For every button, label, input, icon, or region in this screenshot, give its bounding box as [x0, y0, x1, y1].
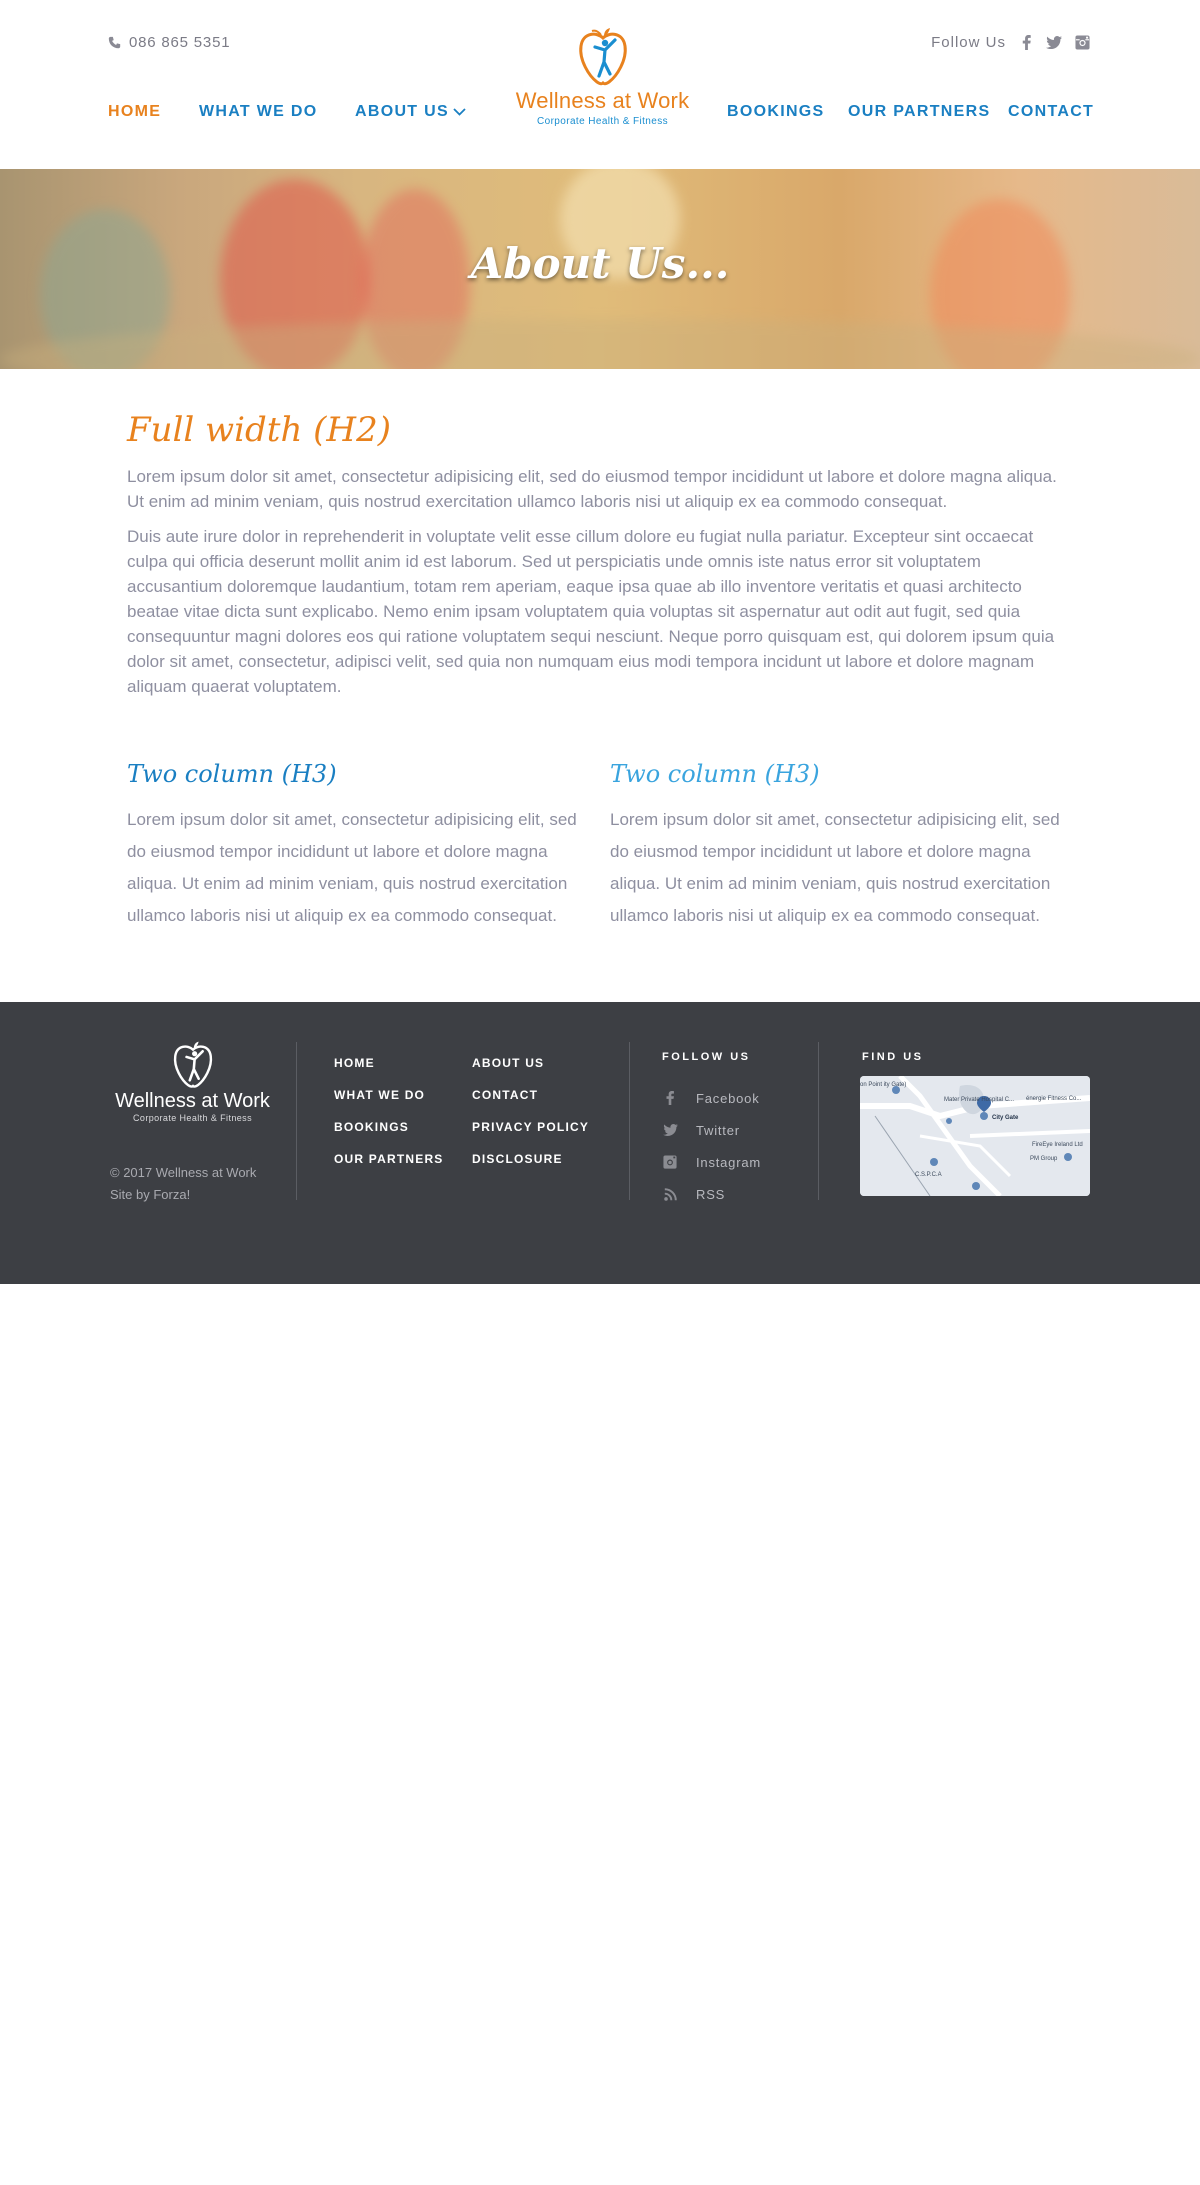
map-label: énergie Fitness Co...	[1026, 1096, 1082, 1102]
column-left-heading: Two column (H3)	[127, 760, 337, 788]
facebook-label: Facebook	[696, 1090, 760, 1106]
footer-divider	[296, 1042, 297, 1200]
location-map[interactable]	[860, 1076, 1090, 1196]
footer-social-facebook[interactable]	[662, 1090, 760, 1106]
instagram-icon[interactable]	[1074, 35, 1090, 51]
site-logo[interactable]	[500, 26, 705, 127]
map-label: FireEye Ireland Ltd	[1032, 1142, 1083, 1148]
footer-social-twitter[interactable]	[662, 1122, 740, 1138]
header-social	[931, 34, 1090, 51]
chevron-down-icon	[453, 103, 466, 121]
footer-logo-name: Wellness at Work	[115, 1090, 270, 1112]
map-label: City Gate	[992, 1115, 1019, 1121]
follow-label: Follow Us	[931, 34, 1006, 51]
body-paragraph: Duis aute irure dolor in reprehenderit in voluptate velit esse cillum dolore eu fugiat nulla pariatur. Excepteur sint occaecat culpa qui officia deserunt mollit anim id est laborum. Sed ut perspiciatis unde omnis iste natus error sit voluptatem accusantium doloremque laudantium, totam rem aperiam, eaque ipsa quae ab illo inventore veritatis et quasi architecto beatae vitae dicta sunt explicabo. Nemo enim ipsam voluptatem quia voluptas sit aspernatur aut odit aut fugit, sed quia consequuntur magni dolores eos qui ratione voluptatem sequi nesciunt. Neque porro quisquam est, qui dolorem ipsum quia dolor sit amet, consectetur, adipisci velit, sed quia non numquam eius modi tempora incidunt ut labore et dolore magnam aliquam quaerat voluptatem.	[127, 527, 1055, 696]
rss-icon	[662, 1186, 678, 1202]
instagram-label: Instagram	[696, 1154, 762, 1170]
phone-number: 086 865 5351	[129, 34, 231, 51]
footer-link-privacy-policy[interactable]: PRIVACY POLICY	[472, 1120, 590, 1134]
find-us-heading: FIND US	[862, 1051, 924, 1063]
footer-copyright	[110, 1162, 256, 1206]
hero-banner	[0, 169, 1200, 369]
phone-icon	[108, 36, 121, 49]
footer-link-disclosure[interactable]: DISCLOSURE	[472, 1152, 563, 1166]
nav-home[interactable]: HOME	[108, 103, 162, 120]
footer-link-what-we-do[interactable]: WHAT WE DO	[334, 1088, 426, 1102]
nav-our-partners[interactable]: OUR PARTNERS	[848, 103, 991, 120]
footer-social-instagram[interactable]	[662, 1154, 761, 1170]
nav-contact[interactable]: CONTACT	[1008, 103, 1095, 120]
footer-link-our-partners[interactable]: OUR PARTNERS	[334, 1152, 444, 1166]
hero-title: About Us...	[470, 239, 730, 288]
column-right-heading: Two column (H3)	[610, 760, 820, 788]
nav-about-us-label: ABOUT US	[355, 103, 449, 121]
full-width-heading: Full width (H2)	[127, 410, 391, 450]
map-label: C.S.P.C.A	[915, 1172, 942, 1178]
footer-logo-tagline: Corporate Health & Fitness	[133, 1113, 252, 1123]
site-header	[0, 0, 1200, 169]
site-credit[interactable]: Site by Forza!	[110, 1187, 191, 1202]
follow-us-heading: FOLLOW US	[662, 1051, 751, 1063]
column-right	[610, 760, 1070, 932]
footer-divider	[818, 1042, 819, 1200]
footer-link-bookings[interactable]: BOOKINGS	[334, 1120, 409, 1134]
footer-social-rss[interactable]	[662, 1186, 725, 1202]
map-label: PM Group	[1030, 1156, 1058, 1162]
facebook-icon	[662, 1090, 678, 1106]
copyright-text: © 2017 Wellness at Work	[110, 1165, 257, 1180]
column-right-paragraph: Lorem ipsum dolor sit amet, consectetur adipisicing elit, sed do eiusmod tempor incididunt ut labore et dolore magna aliqua. Ut enim ad minim veniam, quis nostrud exercitation ullamco laboris nisi ut aliquip ex ea commodo consequat.	[610, 810, 1060, 925]
column-left	[127, 760, 587, 932]
nav-about-us[interactable]	[355, 103, 466, 121]
map-label: on Point ity Gate)	[860, 1082, 907, 1088]
nav-what-we-do[interactable]: WHAT WE DO	[199, 103, 318, 120]
footer-link-about-us[interactable]: ABOUT US	[472, 1056, 545, 1070]
twitter-icon	[662, 1122, 678, 1138]
logo-tagline: Corporate Health & Fitness	[536, 116, 668, 127]
map-label: Mater Private Hospital C...	[944, 1097, 1015, 1103]
facebook-icon[interactable]	[1018, 35, 1034, 51]
footer-link-contact[interactable]: CONTACT	[472, 1088, 539, 1102]
site-footer	[0, 1002, 1200, 1284]
footer-logo[interactable]	[110, 1040, 275, 1123]
phone-contact[interactable]	[108, 34, 230, 51]
twitter-icon[interactable]	[1046, 35, 1062, 51]
main-content	[127, 410, 1067, 699]
apple-figure-logo-icon	[500, 26, 705, 88]
footer-divider	[629, 1042, 630, 1200]
footer-link-home[interactable]: HOME	[334, 1056, 375, 1070]
column-left-paragraph: Lorem ipsum dolor sit amet, consectetur adipisicing elit, sed do eiusmod tempor incididunt ut labore et dolore magna aliqua. Ut enim ad minim veniam, quis nostrud exercitation ullamco laboris nisi ut aliquip ex ea commodo consequat.	[127, 810, 577, 925]
nav-bookings[interactable]: BOOKINGS	[727, 103, 825, 120]
apple-figure-logo-icon	[110, 1040, 275, 1090]
intro-paragraph: Lorem ipsum dolor sit amet, consectetur adipisicing elit, sed do eiusmod tempor incididunt ut labore et dolore magna aliqua. Ut enim ad minim veniam, quis nostrud exercitation ullamco laboris nisi ut aliquip ex ea commodo consequat.	[127, 467, 1057, 511]
instagram-icon	[662, 1154, 678, 1170]
twitter-label: Twitter	[696, 1122, 740, 1138]
logo-name: Wellness at Work	[515, 88, 690, 113]
rss-label: RSS	[696, 1186, 726, 1202]
